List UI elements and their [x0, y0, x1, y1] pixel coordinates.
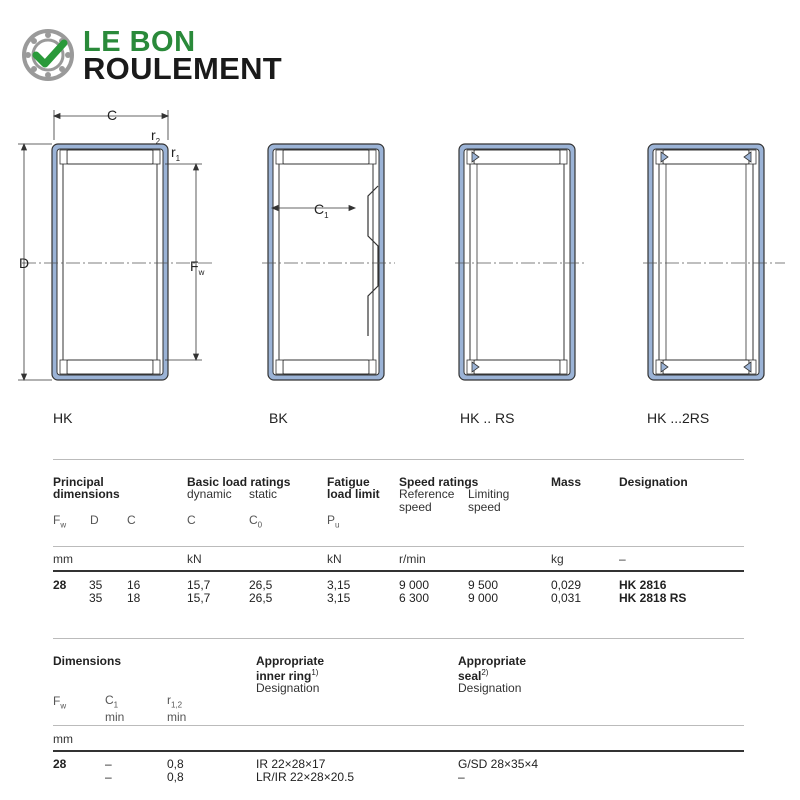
dim-d-label: D [19, 255, 30, 271]
sym-d: D [90, 513, 99, 527]
type-label-hk-rs: HK .. RS [460, 410, 515, 426]
hdr-dimensions: Dimensions [53, 654, 122, 668]
sym-pu: $P_u$ [327, 513, 340, 530]
diagram-hk [52, 144, 168, 380]
hdr-mass: Mass [551, 475, 582, 489]
dim-r2-label: $r_2$ [151, 127, 161, 146]
dim-c-label: C [107, 107, 118, 123]
type-label-hk-2rs: HK ...2RS [647, 410, 710, 426]
hdr-inner-ring: Appropriate inner ring$^{1)}$ Designation [256, 654, 325, 695]
table1-mid-rule [53, 546, 744, 547]
unit-rmin: r/min [399, 552, 426, 566]
table1-data-rule [53, 570, 744, 572]
table2-mid-rule [53, 725, 744, 726]
dim-r1-label: $r_1$ [171, 144, 181, 163]
hdr-speed: Speed ratings [399, 475, 479, 489]
table1-top-rule [53, 459, 744, 460]
t2-fw-value: 28 [53, 757, 67, 771]
bearing-check-icon [22, 29, 78, 85]
type-label-hk: HK [53, 410, 73, 426]
hdr-limiting: Limiting speed [468, 487, 510, 514]
sym-c-dyn: C [187, 513, 196, 527]
t1-fw-value: 28 [53, 578, 67, 592]
logo-line1: LE BON [83, 26, 196, 58]
hdr-principal: Principal dimensions [53, 475, 120, 501]
unit-mm: mm [53, 552, 73, 566]
unit-kn-2: kN [327, 552, 342, 566]
t2-unit-mm: mm [53, 732, 73, 746]
unit-kn-1: kN [187, 552, 202, 566]
unit-dash: – [619, 552, 626, 566]
dim-fw-label: $F_w$ [190, 258, 205, 277]
bearing-diagrams [0, 100, 800, 400]
t2-sym-c1: $C_1$ min [105, 693, 125, 725]
hdr-static: static [249, 487, 278, 501]
sym-c0: $C_0$ [249, 513, 263, 530]
t2-sym-fw: $F_w$ [53, 694, 67, 711]
diagram-hk-2rs [648, 144, 764, 380]
hdr-designation: Designation [619, 475, 688, 489]
t2-sym-r12: $r_{1,2}$ min [167, 693, 187, 725]
hdr-fatigue: Fatigue load limit [327, 475, 380, 501]
hdr-reference: Reference speed [399, 487, 455, 514]
type-label-bk: BK [269, 410, 288, 426]
sym-fw: $F_w$ [53, 513, 67, 530]
hdr-seal: Appropriate seal$^{2)}$ Designation [458, 654, 527, 695]
table2-data-rule [53, 750, 744, 752]
diagram-hk-rs [459, 144, 575, 380]
hdr-basic-load: Basic load ratings [187, 475, 291, 489]
table2-top-rule [53, 638, 744, 639]
sym-c: C [127, 513, 136, 527]
dim-c1-label: $C_1$ [314, 201, 329, 220]
logo-line2: ROULEMENT [83, 51, 283, 86]
diagram-bk [268, 144, 384, 380]
hdr-dynamic: dynamic [187, 487, 232, 501]
unit-kg: kg [551, 552, 564, 566]
